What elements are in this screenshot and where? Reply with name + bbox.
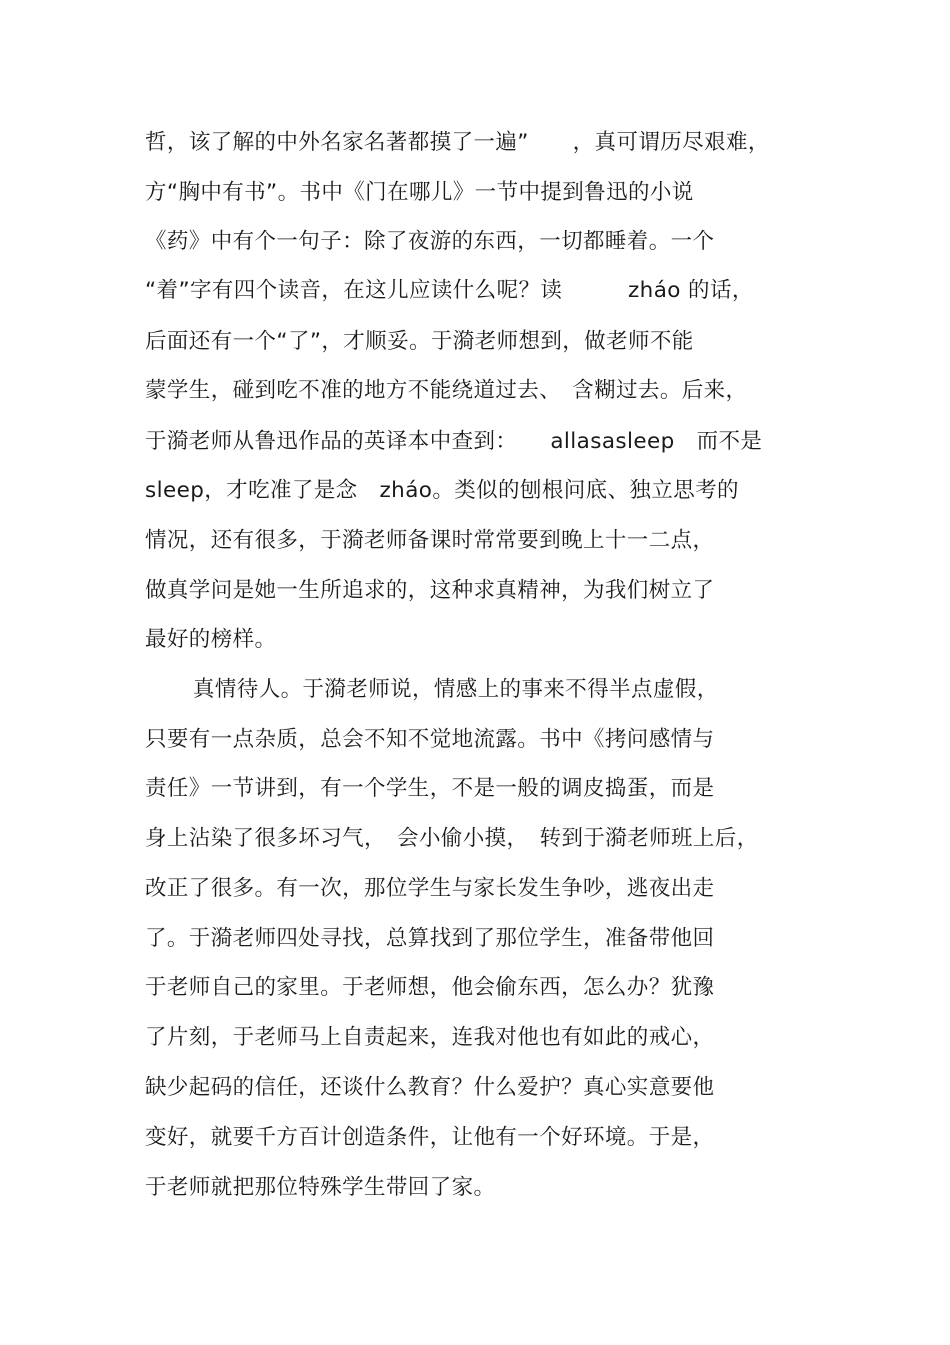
text-line: 做真学问是她一生所追求的，这种求真精神，为我们树立了: [145, 578, 715, 603]
text-line: 了。于漪老师四处寻找，总算找到了那位学生，准备带他回: [145, 926, 715, 951]
text-line: 于漪老师从鲁迅作品的英译本中查到： allasasleep 而不是: [145, 429, 763, 454]
text-line: 于老师就把那位特殊学生带回了家。: [145, 1175, 496, 1200]
text-line: “着”字有四个读音，在这儿应读什么呢？读 zháo 的话，: [145, 278, 754, 303]
text-line: 于老师自己的家里。于老师想，他会偷东西，怎么办？犹豫: [145, 975, 715, 1000]
text-line: 缺少起码的信任，还谈什么教育？什么爱护？真心实意要他: [145, 1075, 715, 1100]
text-line: 哲，该了解的中外名家名著都摸了一遍” ，真可谓历尽艰难，: [145, 130, 770, 155]
text-line: 后面还有一个“了”，才顺妥。于漪老师想到，做老师不能: [145, 329, 694, 354]
text-line: sleep，才吃准了是念 zháo。类似的刨根问底、独立思考的: [145, 478, 739, 503]
text-line: 身上沾染了很多坏习气， 会小偷小摸， 转到于漪老师班上后，: [145, 826, 759, 851]
text-line: 情况，还有很多，于漪老师备课时常常要到晚上十一二点，: [145, 528, 715, 553]
paragraph-first-line: 真情待人。于漪老师说，情感上的事来不得半点虚假，: [193, 677, 719, 702]
text-line: 变好，就要千方百计创造条件，让他有一个好环境。于是，: [145, 1125, 715, 1150]
text-line: 最好的榜样。: [145, 627, 277, 652]
text-line: 《药》中有个一句子：除了夜游的东西，一切都睡着。一个: [145, 229, 715, 254]
text-line: 只要有一点杂质，总会不知不觉地流露。书中《拷问感情与: [145, 727, 715, 752]
text-line: 改正了很多。有一次，那位学生与家长发生争吵，逃夜出走: [145, 876, 715, 901]
text-line: 方“胸中有书”。书中《门在哪儿》一节中提到鲁迅的小说: [145, 180, 694, 205]
text-line: 了片刻，于老师马上自责起来，连我对他也有如此的戒心，: [145, 1025, 715, 1050]
text-line: 蒙学生，碰到吃不准的地方不能绕道过去、 含糊过去。后来，: [145, 378, 748, 403]
text-line: 责任》一节讲到，有一个学生，不是一般的调皮捣蛋，而是: [145, 776, 715, 801]
